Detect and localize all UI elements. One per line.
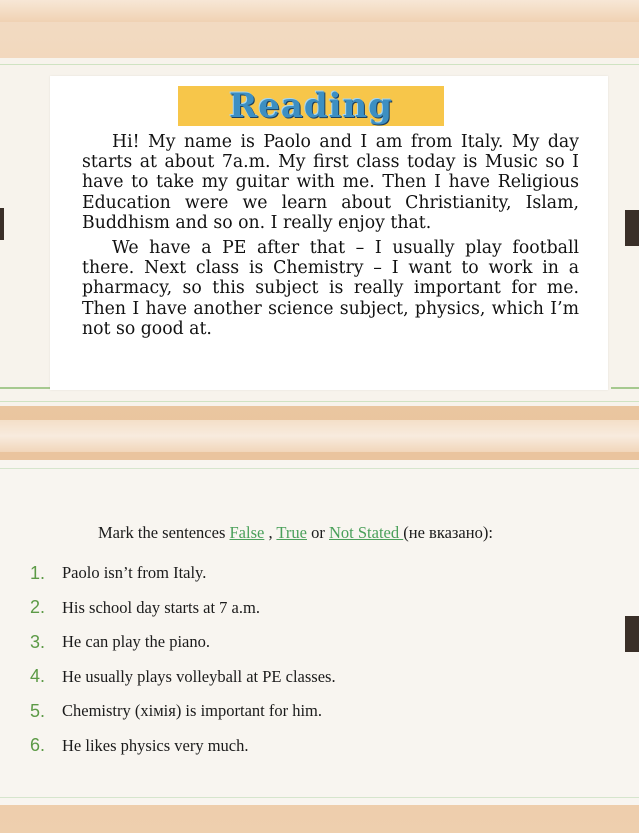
question-number: 3.	[30, 631, 46, 652]
slide-edge-tab-right	[625, 210, 639, 246]
top-strip	[0, 0, 639, 22]
question-text: He likes physics very much.	[62, 735, 249, 755]
list-item	[30, 556, 590, 591]
exercise-slide	[0, 460, 639, 805]
question-list	[30, 556, 590, 763]
list-item	[30, 694, 590, 729]
true-link[interactable]: True	[276, 523, 307, 542]
reading-title-banner	[178, 86, 444, 126]
question-number: 4.	[30, 666, 46, 687]
list-item	[30, 729, 590, 764]
instruction-prefix: Mark the sentences	[98, 523, 230, 542]
instruction-separator: or	[307, 523, 329, 542]
exercise-instruction	[98, 523, 598, 543]
reading-paragraph-2: We have a PE after that – I usually play football there. Next class is Chemistry – I want to work in a pharmacy, so this subject is really important for me. Then I have another science subject, physics, which I’m not so good at.	[82, 238, 579, 339]
question-number: 2.	[30, 597, 46, 618]
slide-divider	[0, 420, 639, 452]
question-text: Paolo isn’t from Italy.	[62, 563, 207, 583]
slide-edge-tab-right	[625, 616, 639, 652]
instruction-suffix: (не вказано):	[403, 523, 493, 542]
green-rule-right	[611, 387, 639, 389]
question-number: 6.	[30, 735, 46, 756]
reading-text	[82, 132, 579, 344]
question-text: Chemistry (хімія) is important for him.	[62, 701, 323, 721]
green-rule-left	[0, 387, 50, 389]
reading-slide	[0, 58, 639, 406]
question-number: 1.	[30, 562, 46, 583]
reading-paragraph-1: Hi! My name is Paolo and I am from Italy. My day starts at about 7a.m. My first class today is Music so I have to take my guitar with me. Then I have Religious Education were we learn about Christianity, Islam, Buddhism and so on. I really enjoy that.	[82, 132, 579, 233]
question-text: His school day starts at 7 a.m.	[62, 597, 260, 617]
list-item	[30, 660, 590, 695]
question-text: He can play the piano.	[62, 632, 210, 652]
reading-title: Reading	[228, 86, 394, 126]
instruction-separator: ,	[264, 523, 277, 542]
list-item	[30, 625, 590, 660]
false-link[interactable]: False	[229, 523, 265, 542]
slide-edge-tab-left	[0, 208, 4, 240]
question-text: He usually plays volleyball at PE classes.	[62, 666, 336, 686]
list-item	[30, 591, 590, 626]
question-number: 5.	[30, 700, 46, 721]
not-stated-link[interactable]: Not Stated	[329, 523, 404, 542]
